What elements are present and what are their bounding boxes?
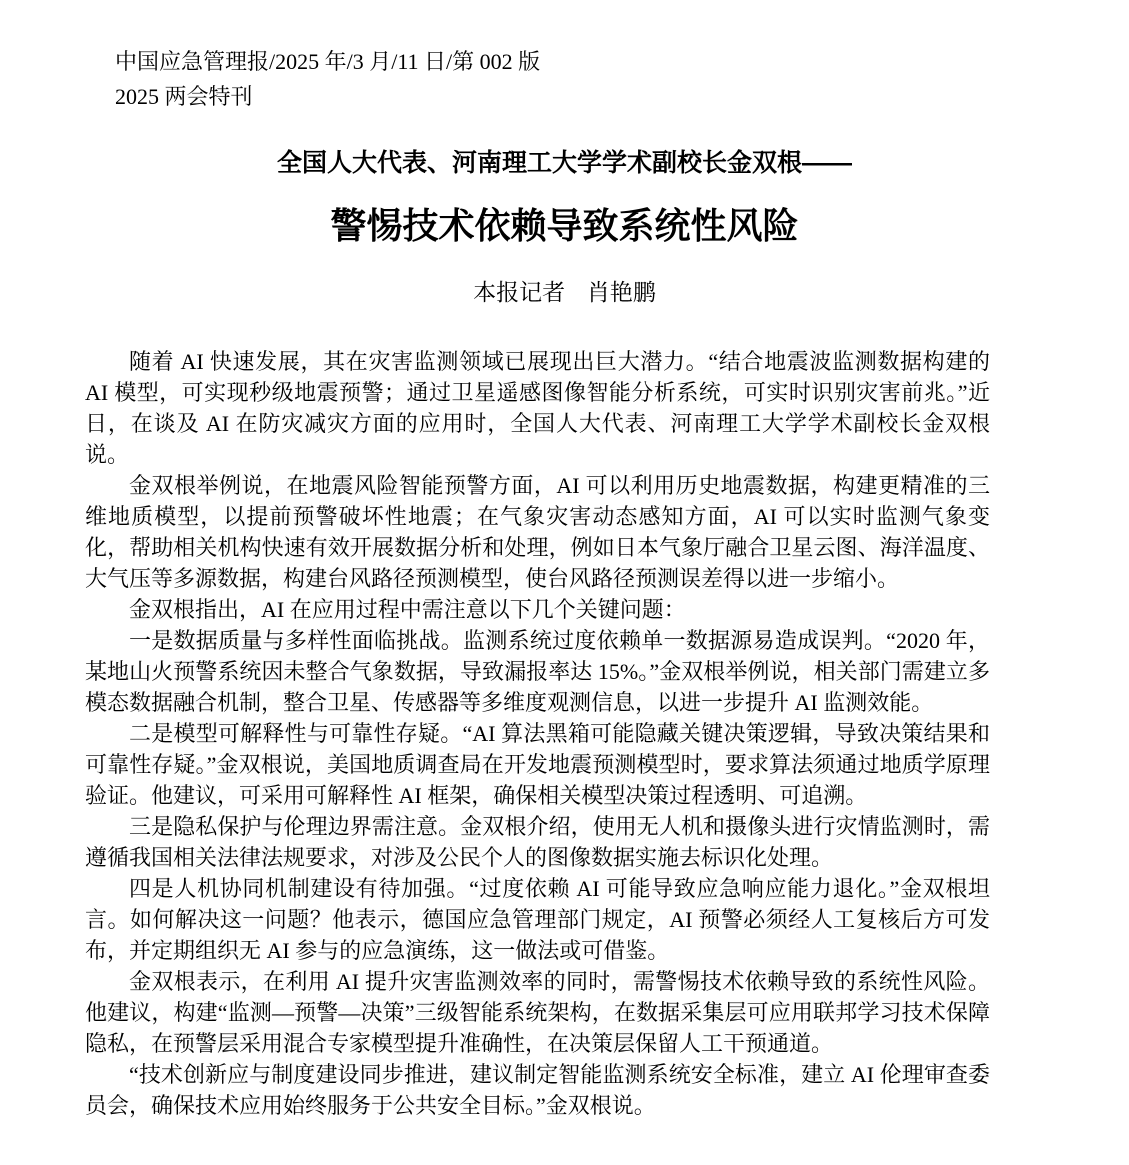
article-paragraph: 金双根指出，AI 在应用过程中需注意以下几个关键问题： xyxy=(129,597,686,622)
article-paragraph: 金双根表示，在利用 AI 提升灾害监测效率的同时，需警惕技术依赖导致的系统性风险。他建议，构建“监测—预警—决策”三级智能系统架构，在数据采集层可应用联邦学习技术保障隐私，在预警层采用混合专家模型提升准确性，在决策层保留人工干预通道。 xyxy=(85,969,990,1056)
article-paragraph: “技术创新应与制度建设同步推进，建议制定智能监测系统安全标准，建立 AI 伦理审查委员会，确保技术应用始终服务于公共安全目标。”金双根说。 xyxy=(85,1062,990,1118)
article-paragraph: 金双根举例说，在地震风险智能预警方面，AI 可以利用历史地震数据，构建更精准的三维地质模型，以提前预警破坏性地震；在气象灾害动态感知方面，AI 可以实时监测气象变化，帮助相关机构快速有效开展数据分析和处理，例如日本气象厅融合卫星云图、海洋温度、大气压等多源数据，构建台风路径预测模型，使台风路径预测误差得以进一步缩小。 xyxy=(85,473,990,591)
publication-line: 中国应急管理报/2025 年/3 月/11 日/第 002 版 xyxy=(115,49,541,74)
edition-line: 2025 两会特刊 xyxy=(115,84,253,109)
article-kicker: 全国人大代表、河南理工大学学术副校长金双根—— xyxy=(276,149,852,177)
byline-label: 本报记者 xyxy=(473,280,566,305)
article-body xyxy=(85,346,990,1121)
masthead xyxy=(115,44,1029,114)
article-paragraph: 一是数据质量与多样性面临挑战。监测系统过度依赖单一数据源易造成误判。“2020 年，某地山火预警系统因未整合气象数据，导致漏报率达 15%。”金双根举例说，相关部门需建立多模态数据融合机制，整合卫星、传感器等多维度观测信息，以进一步提升 AI 监测效能。 xyxy=(85,628,990,715)
byline-reporter: 肖艳鹏 xyxy=(586,280,656,305)
article-paragraph: 二是模型可解释性与可靠性存疑。“AI 算法黑箱可能隐藏关键决策逻辑，导致决策结果和可靠性存疑。”金双根说，美国地质调查局在开发地震预测模型时，要求算法须通过地质学原理验证。他建议，可采用可解释性 AI 框架，确保相关模型决策过程透明、可追溯。 xyxy=(85,721,990,808)
article-paragraph: 三是隐私保护与伦理边界需注意。金双根介绍，使用无人机和摄像头进行灾情监测时，需遵循我国相关法律法规要求，对涉及公民个人的图像数据实施去标识化处理。 xyxy=(85,814,990,870)
article-title: 警惕技术依赖导致系统性风险 xyxy=(330,205,799,246)
article-paragraph: 四是人机协同机制建设有待加强。“过度依赖 AI 可能导致应急响应能力退化。”金双根坦言。如何解决这一问题？他表示，德国应急管理部门规定，AI 预警必须经人工复核后方可发布，并定期组织无 AI 参与的应急演练，这一做法或可借鉴。 xyxy=(85,876,990,963)
article-paragraph: 随着 AI 快速发展，其在灾害监测领域已展现出巨大潜力。“结合地震波监测数据构建的 AI 模型，可实现秒级地震预警；通过卫星遥感图像智能分析系统，可实时识别灾害前兆。”近日，在谈及 AI 在防灾减灾方面的应用时，全国人大代表、河南理工大学学术副校长金双根说。 xyxy=(85,349,990,467)
article-byline xyxy=(0,281,1129,305)
